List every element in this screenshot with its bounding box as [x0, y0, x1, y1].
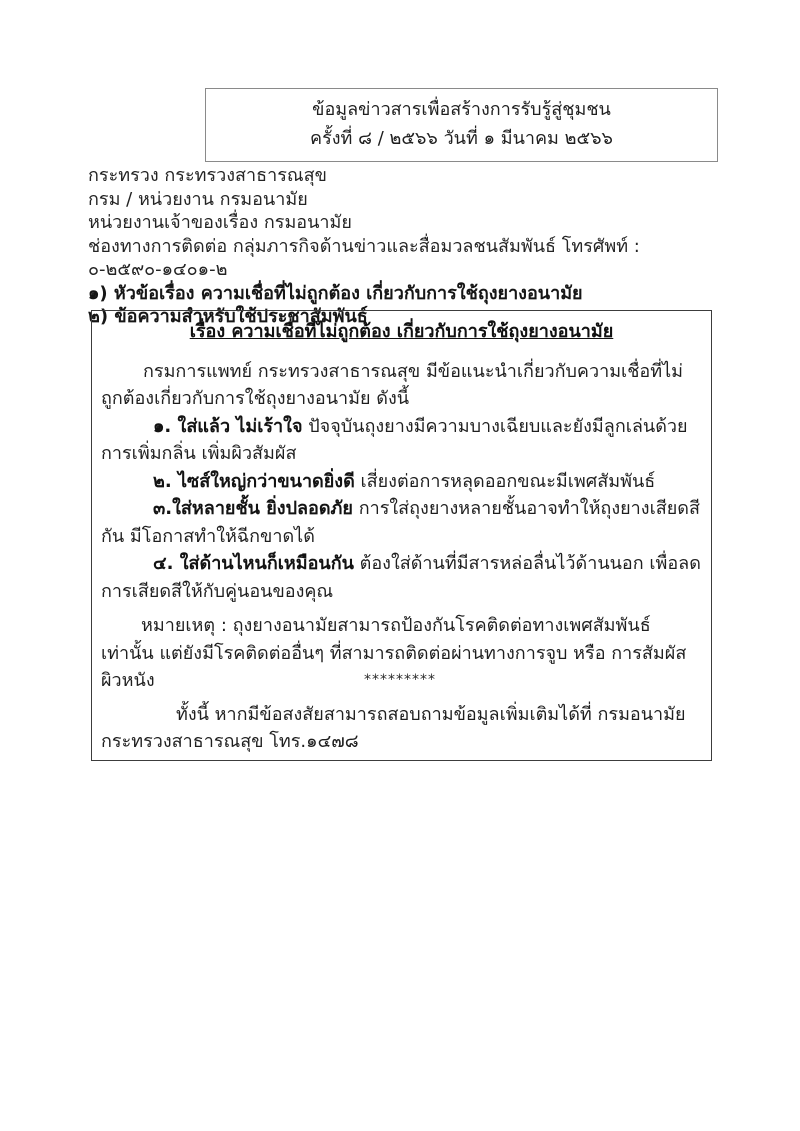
point-3-lead: ๓.ใส่หลายชั้น ยิ่งปลอดภัย — [153, 498, 353, 519]
content-note: หมายเหตุ : ถุงยางอนามัยสามารถป้องกันโรคติดต่อทางเพศสัมพันธ์เท่านั้น แต่ยังมีโรคติดต่ออื่นๆ ที่สามารถติดต่อผ่านทางการจูบ หรือ การสัมผัสผิวหนัง — [101, 615, 687, 691]
header-title-line: ข้อมูลข่าวสารเพื่อสร้างการรับรู้สู่ชุมชน — [312, 99, 611, 120]
point-4-lead: ๔. ใส่ด้านไหนก็เหมือนกัน — [153, 553, 354, 574]
footer-asterisk-separator: ********* — [364, 672, 436, 688]
point-3-text: การใส่ถุงยางหลายชั้นอาจทำให้ถุงยางเสียดสีกัน มีโอกาสทำให้ฉีกขาดได้ — [101, 498, 700, 547]
meta-topic-line: ๑) หัวข้อเรื่อง ความเชื่อที่ไม่ถูกต้อง เกี่ยวกับการใช้ถุงยางอนามัย — [88, 282, 583, 304]
content-box — [91, 310, 712, 761]
meta-department: กรม / หน่วยงาน กรมอนามัย — [88, 188, 308, 210]
point-1-text: ปัจจุบันถุงยางมีความบางเฉียบและยังมีลูกเล่นด้วยการเพิ่มกลิ่น เพิ่มผิวสัมผัส — [101, 415, 688, 464]
content-closing: ทั้งนี้ หากมีข้อสงสัยสามารถสอบถามข้อมูลเพิ่มเติมได้ที่ กรมอนามัย กระทรวงสาธารณสุข โทร.๑๔๗๘ — [101, 703, 686, 752]
content-point-4 — [101, 550, 702, 605]
content-intro: กรมการแพทย์ กระทรวงสาธารณสุข มีข้อแนะนำเกี่ยวกับความเชื่อที่ไม่ถูกต้องเกี่ยวกับการใช้ถุงยางอนามัย ดังนี้ — [101, 360, 684, 409]
meta-contact: ช่องทางการติดต่อ กลุ่มภารกิจด้านข่าวและสื่อมวลชนสัมพันธ์ โทรศัพท์ : ๐-๒๕๙๐-๑๔๐๑-๒ — [88, 235, 640, 280]
meta-owner-unit: หน่วยงานเจ้าของเรื่อง กรมอนามัย — [88, 212, 352, 233]
content-point-2 — [101, 468, 702, 496]
content-point-3 — [101, 495, 702, 550]
point-1-lead: ๑. ใส่แล้ว ไม่เร้าใจ — [153, 415, 303, 437]
meta-ministry: กระทรวง กระทรวงสาธารณสุข — [88, 165, 327, 186]
content-point-1 — [101, 413, 702, 468]
point-2-text: เสี่ยงต่อการหลุดออกขณะมีเพศสัมพันธ์ — [354, 470, 656, 492]
point-4-text: ต้องใส่ด้านที่มีสารหล่อลื่นไว้ด้านนอก เพื่อลดการเสียดสีให้กับคู่นอนของคุณ — [101, 553, 701, 602]
point-2-lead: ๒. ไซส์ใหญ่กว่าขนาดยิ่งดี — [153, 470, 355, 492]
meta-pr-line: ๒) ข้อความสำหรับใช้ประชาสัมพันธ์ — [88, 306, 368, 327]
document-header-box — [205, 88, 718, 162]
content-title: เรื่อง ความเชื่อที่ไม่ถูกต้อง เกี่ยวกับการใช้ถุงยางอนามัย — [189, 321, 614, 342]
header-issue-date-line: ครั้งที่ ๘ / ๒๕๖๖ วันที่ ๑ มีนาคม ๒๕๖๖ — [310, 128, 613, 149]
document-meta-block — [88, 164, 748, 329]
